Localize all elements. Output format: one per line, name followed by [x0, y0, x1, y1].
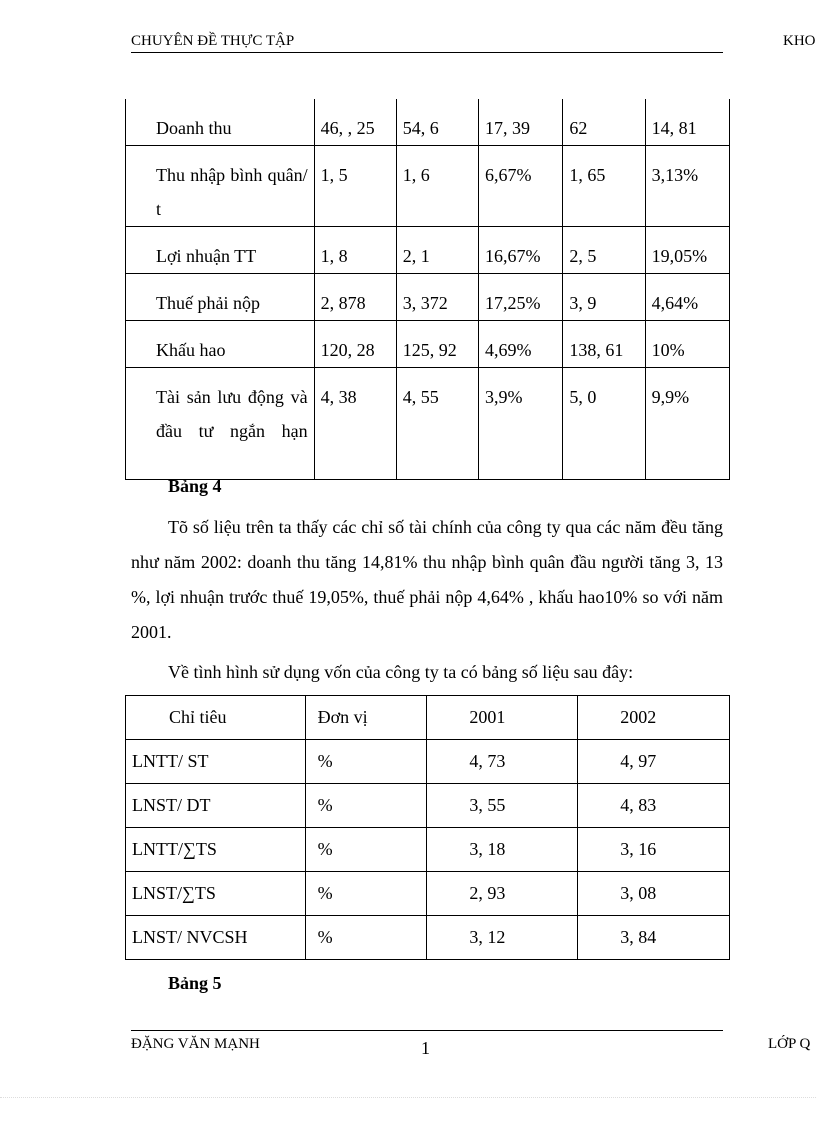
- table-cell: 4,64%: [645, 274, 729, 321]
- table-row: [126, 828, 730, 872]
- table-cell: 17,25%: [478, 274, 562, 321]
- header-right: KHO: [783, 33, 816, 49]
- table-cell: 2, 93: [427, 872, 578, 916]
- table-4: [125, 99, 730, 480]
- table-cell: 4, 55: [396, 368, 478, 480]
- table-cell: 138, 61: [563, 321, 645, 368]
- table-5: [125, 695, 730, 960]
- table-row: [126, 274, 730, 321]
- page-number: 1: [421, 1038, 430, 1058]
- paragraph-2-text: Về tình hình sử dụng vốn của công ty ta có bảng số liệu sau đây:: [168, 662, 634, 682]
- table-cell: 125, 92: [396, 321, 478, 368]
- table-cell: 2, 5: [563, 227, 645, 274]
- column-header: Chỉ tiêu: [126, 696, 306, 740]
- table-header-row: [126, 696, 730, 740]
- table-cell: 1, 6: [396, 146, 478, 227]
- table-cell: 17, 39: [478, 99, 562, 146]
- table-cell: LNTT/ ST: [126, 740, 306, 784]
- table-cell: 4, 97: [578, 740, 730, 784]
- table-row: [126, 916, 730, 960]
- column-header: 2002: [578, 696, 730, 740]
- table-row: [126, 784, 730, 828]
- paragraph-1: [131, 510, 723, 650]
- table-cell: 3, 84: [578, 916, 730, 960]
- table-cell: %: [305, 784, 427, 828]
- table-cell: 2, 1: [396, 227, 478, 274]
- footer-rule: [131, 1030, 723, 1031]
- table-cell: 4, 38: [314, 368, 396, 480]
- row-label: Lợi nhuận TT: [126, 227, 315, 274]
- table-cell: %: [305, 872, 427, 916]
- table-cell: LNST/∑TS: [126, 872, 306, 916]
- footer-author: ĐẶNG VĂN MẠNH: [131, 1036, 260, 1052]
- table-cell: %: [305, 828, 427, 872]
- table-row: [126, 227, 730, 274]
- row-label: Doanh thu: [126, 99, 315, 146]
- row-label: Khấu hao: [126, 321, 315, 368]
- table-cell: 2, 878: [314, 274, 396, 321]
- table-cell: LNST/ DT: [126, 784, 306, 828]
- table-cell: 16,67%: [478, 227, 562, 274]
- table-4-caption: Bảng 4: [168, 476, 222, 496]
- row-label: Tài sản lưu động và đầu tư ngắn hạn: [126, 368, 315, 480]
- table-cell: 46, , 25: [314, 99, 396, 146]
- table-cell: 14, 81: [645, 99, 729, 146]
- page-edge: [0, 1097, 816, 1098]
- table-row: [126, 740, 730, 784]
- table-cell: 4, 83: [578, 784, 730, 828]
- table-cell: 62: [563, 99, 645, 146]
- table-row: [126, 146, 730, 227]
- table-cell: 1, 8: [314, 227, 396, 274]
- table-cell: 1, 5: [314, 146, 396, 227]
- table-cell: 3, 9: [563, 274, 645, 321]
- paragraph-2: [131, 655, 723, 690]
- table-cell: 3,9%: [478, 368, 562, 480]
- table-cell: %: [305, 916, 427, 960]
- table-5-caption: Bảng 5: [168, 973, 222, 993]
- row-label: Thu nhập bình quân/ t: [126, 146, 315, 227]
- table-cell: 3, 08: [578, 872, 730, 916]
- table-row: [126, 321, 730, 368]
- table-row: [126, 368, 730, 480]
- table-cell: 9,9%: [645, 368, 729, 480]
- table-row: [126, 872, 730, 916]
- header-title: CHUYÊN ĐỀ THỰC TẬP: [131, 33, 295, 49]
- column-header: 2001: [427, 696, 578, 740]
- table-cell: 4, 73: [427, 740, 578, 784]
- table-cell: 4,69%: [478, 321, 562, 368]
- table-cell: LNST/ NVCSH: [126, 916, 306, 960]
- table-cell: %: [305, 740, 427, 784]
- table-cell: 120, 28: [314, 321, 396, 368]
- table-cell: 10%: [645, 321, 729, 368]
- table-cell: LNTT/∑TS: [126, 828, 306, 872]
- footer-class: LỚP Q: [768, 1036, 811, 1052]
- table-cell: 3, 18: [427, 828, 578, 872]
- table-cell: 5, 0: [563, 368, 645, 480]
- paragraph-1-text: Tõ số liệu trên ta thấy các chỉ số tài chính của công ty qua các năm đều tăng như năm 2002: doanh thu tăng 14,81% thu nhập bình quân đầu người tăng 3, 13 %, lợi nhuận trước thuế 19,05%, thuế phải nộp 4,64% , khấu hao10% so với năm 2001.: [131, 517, 723, 642]
- table-cell: 3, 16: [578, 828, 730, 872]
- table-row: [126, 99, 730, 146]
- table-cell: 3, 12: [427, 916, 578, 960]
- row-label: Thuế phải nộp: [126, 274, 315, 321]
- table-cell: 3,13%: [645, 146, 729, 227]
- header-rule: [131, 52, 723, 53]
- table-cell: 54, 6: [396, 99, 478, 146]
- table-cell: 3, 372: [396, 274, 478, 321]
- table-cell: 3, 55: [427, 784, 578, 828]
- column-header: Đơn vị: [305, 696, 427, 740]
- table-cell: 1, 65: [563, 146, 645, 227]
- table-cell: 19,05%: [645, 227, 729, 274]
- table-cell: 6,67%: [478, 146, 562, 227]
